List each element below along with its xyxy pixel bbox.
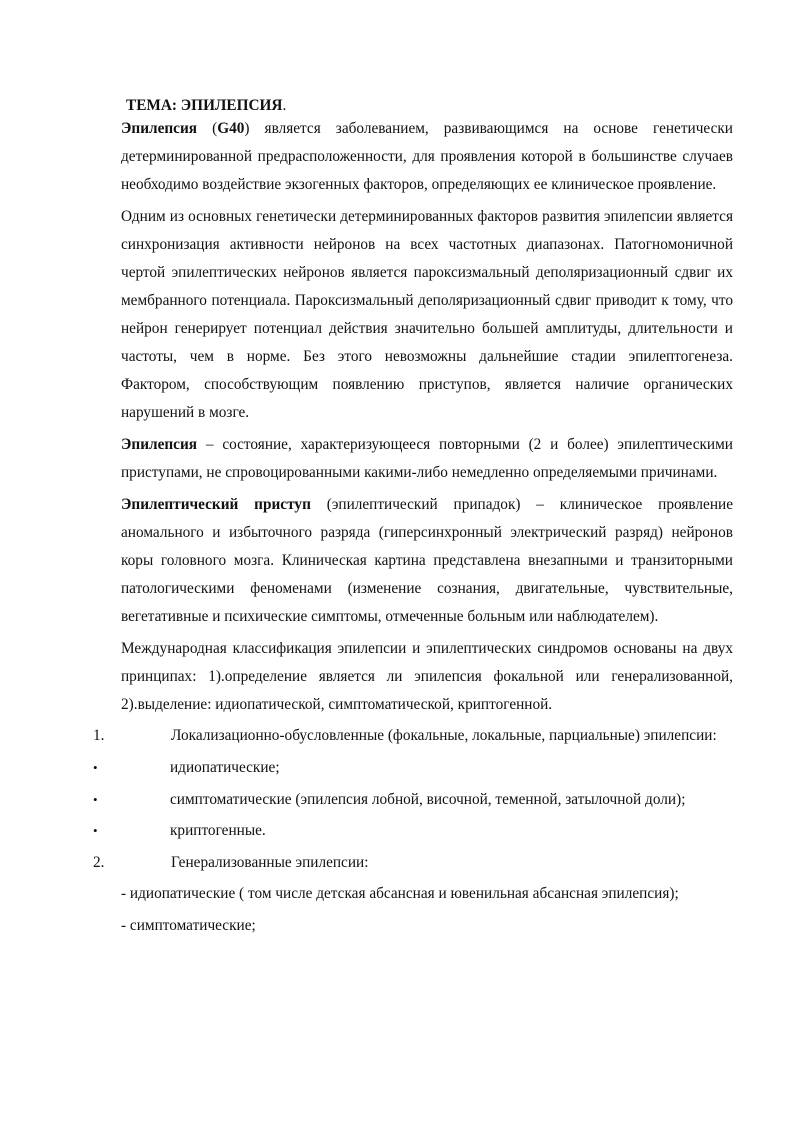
paragraph-text: ( [197,120,218,137]
bullet-icon: • [93,791,98,807]
paragraph-classification [121,635,733,719]
paragraph-genetic-factors [121,203,733,428]
bullet-icon: • [93,823,98,839]
term-epilepsy: Эпилепсия [121,436,198,454]
dash-item-text: - идиопатические ( том числе детская абсансная и ювенильная абсансная эпилепсия); [121,885,679,903]
paragraph-text: Международная классификация эпилепсии и эпилептических синдромов основаны на двух принципах: 1).определение является ли эпилепсия фокальной или генерализованной, 2).выделение: идиопатической, симптоматической, криптогенной. [121,639,733,713]
paragraph-definition [121,115,733,199]
list-item-text: Генерализованные эпилепсии: [171,853,369,871]
numbered-item-1 [93,722,733,750]
list-number: 1. [93,727,105,745]
bullet-item [93,754,733,782]
paragraph-text: (эпилептический припадок) – клиническое проявление аномального и избыточного разряда (гиперсинхронный электрический разряд) нейронов коры головного мозга. Клиническая картина представлена внезапными и транзиторными патологическими феноменами (изменение сознания, двигательные, чувствительные, вегетативные и психические симптомы, отмеченные больным или наблюдателем). [121,495,734,626]
paragraph-text: Одним из основных генетически детерминированных факторов развития эпилепсии является синхронизация активности нейронов на всех частотных диапазонах. Патогномоничной чертой эпилептических нейронов является пароксизмальный деполяризационный сдвиг их мембранного потенциала. Пароксизмальный деполяризационный сдвиг приводит к тому, что нейрон генерирует потенциал действия значительно большей амплитуды, длительности и частоты, чем в норме. Без этого невозможны дальнейшие стадии эпилептогенеза. [121,207,733,366]
bullet-item [93,817,733,845]
dash-list-item [121,912,733,940]
title-text: ТЕМА: ЭПИЛЕПСИЯ [126,97,283,114]
icd-code: G40 [217,120,245,137]
bullet-text: идиопатические; [170,759,280,777]
paragraph-seizure [121,491,733,631]
bullet-icon: • [93,760,98,776]
paragraph-text: ) является заболеванием, развивающимся на основе генетически детерминированной предрасположенности, для проявления которой в большинстве случаев необходимо воздействие экзогенных факторов, определяющих ее клиническое проявление. [121,120,733,194]
numbered-item-2 [93,849,733,877]
paragraph-epilepsy-state [121,431,733,487]
title-period: . [282,97,287,114]
document-title [126,96,733,115]
term-epilepsy: Эпилепсия [121,120,198,137]
dash-list-item [121,880,733,908]
paragraph-text: Фактором, способствующим появлению приступов, является наличие органических нарушений в мозге. [121,376,733,422]
list-number: 2. [93,853,105,871]
dash-item-text: - симптоматические; [121,917,256,935]
bullet-text: симптоматические (эпилепсия лобной, височной, теменной, затылочной доли); [170,790,686,808]
bullet-text: криптогенные. [170,822,266,840]
list-item-text: Локализационно-обусловленные (фокальные, локальные, парциальные) эпилепсии: [171,727,717,745]
term-seizure: Эпилептический приступ [121,495,311,513]
bullet-item [93,786,733,814]
document-body [93,96,734,944]
paragraph-text: – состояние, характеризующееся повторными (2 и более) эпилептическими приступами, не спровоцированными какими-либо немедленно определяемыми причинами. [121,436,733,482]
